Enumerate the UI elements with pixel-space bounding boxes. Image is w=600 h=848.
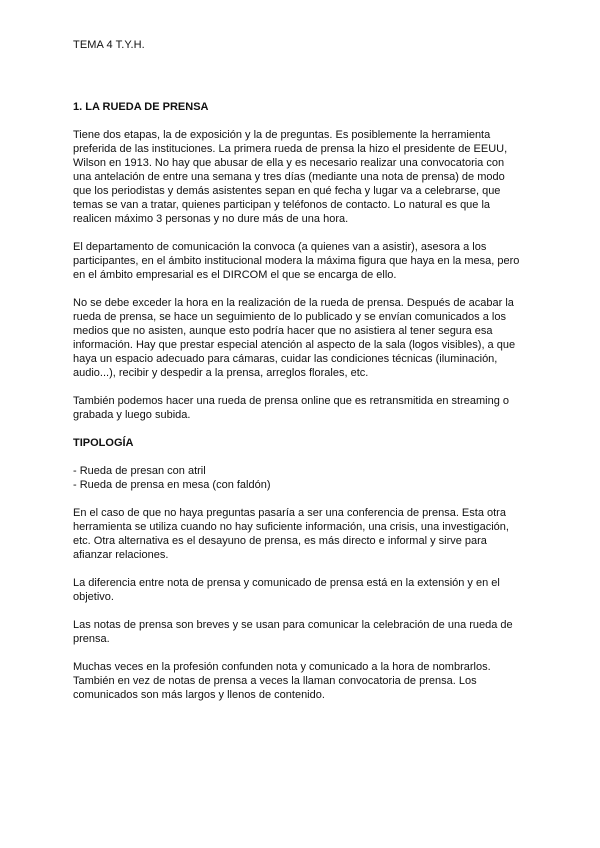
section-title-tipologia: TIPOLOGÍA (73, 437, 134, 449)
list-item: - Rueda de prensa en mesa (con faldón) (73, 479, 271, 491)
list-item: - Rueda de presan con atril (73, 465, 206, 477)
paragraph: No se debe exceder la hora en la realización de la rueda de prensa. Después de acabar la rueda de prensa, se hace un seguimiento de lo publicado y se envían comunicados a los medios que no asisten, aunque esto podría hacer que no asistiera al tener segura esa información. Hay que prestar especial atención al aspecto de la sala (logos visibles), a que haya un espacio adecuado para cámaras, cuidar las condiciones técnicas (iluminación, audio...), recibir y despedir a la prensa, arreglos florales, etc. (73, 297, 516, 379)
page-header: TEMA 4 T.Y.H. (73, 39, 145, 51)
paragraph: Tiene dos etapas, la de exposición y la de preguntas. Es posiblemente la herramienta preferida de las instituciones. La primera rueda de prensa la hizo el presidente de EEUU, Wilson en 1913. No hay que abusar de ella y es necesario realizar una convocatoria con una antelación de entre una semana y tres días (mediante una nota de prensa) de modo que los periodistas y demás asistentes sepan en qué fecha y lugar va a celebrarse, que temas se van a tratar, quienes participan y teléfonos de contacto. Lo natural es que la realicen máximo 3 personas y no dure más de una hora. (73, 129, 508, 225)
paragraph: El departamento de comunicación la convoca (a quienes van a asistir), asesora a los participantes, en el ámbito institucional modera la máxima figura que haya en la mesa, pero en el ámbito empresarial es el DIRCOM el que se encarga de ello. (73, 241, 520, 281)
document-body (73, 100, 523, 716)
paragraph: Las notas de prensa son breves y se usan para comunicar la celebración de una rueda de prensa. (73, 619, 513, 645)
tipologia-list (73, 464, 523, 492)
paragraph: Muchas veces en la profesión confunden nota y comunicado a la hora de nombrarlos. También en vez de notas de prensa a veces la llaman convocatoria de prensa. Los comunicados son más largos y llenos de contenido. (73, 661, 491, 701)
paragraph: En el caso de que no haya preguntas pasaría a ser una conferencia de prensa. Esta otra herramienta se utiliza cuando no hay suficiente información, una crisis, una investigación, etc. Otra alternativa es el desayuno de prensa, es más directo e informal y sirve para afianzar relaciones. (73, 507, 509, 561)
paragraph: También podemos hacer una rueda de prensa online que es retransmitida en streaming o grabada y luego subida. (73, 395, 509, 421)
paragraph: La diferencia entre nota de prensa y comunicado de prensa está en la extensión y en el objetivo. (73, 577, 500, 603)
section-title-rueda-de-prensa: 1. LA RUEDA DE PRENSA (73, 101, 209, 113)
